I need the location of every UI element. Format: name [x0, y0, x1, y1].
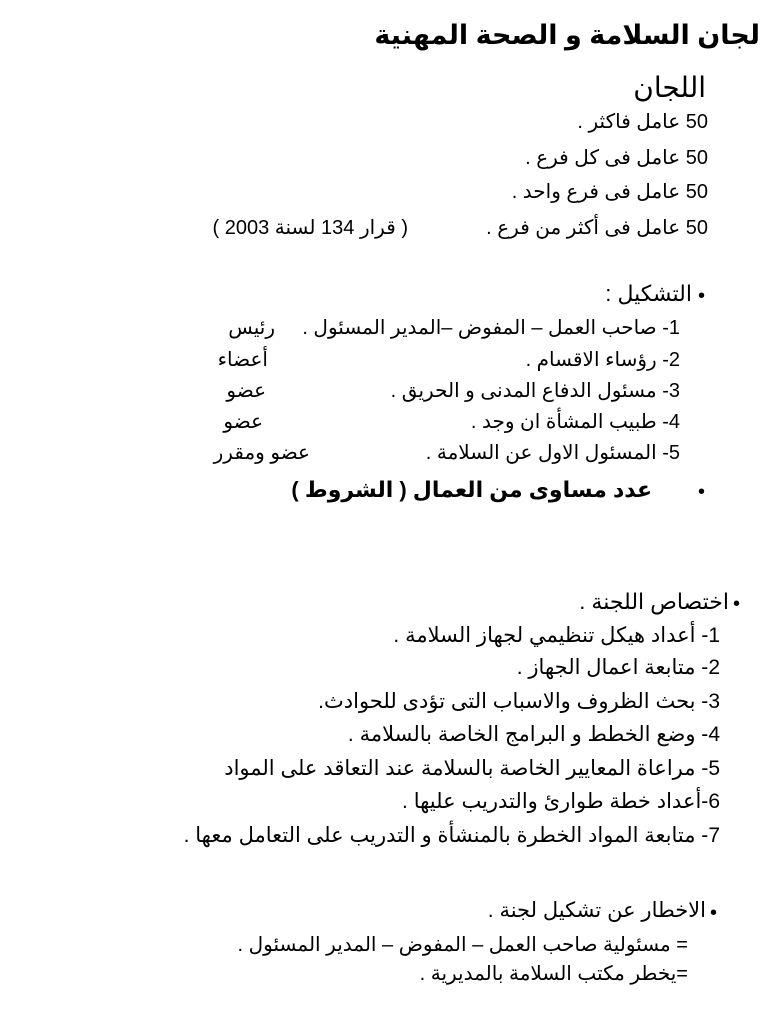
formation-item: 2- رؤساء الاقسام .: [525, 349, 680, 371]
formation-role: عضو ومقرر: [213, 442, 310, 464]
duty-item: 1- أعداد هيكل تنظيمي لجهاز السلامة .: [393, 624, 720, 647]
committee-item: 50 عامل فاكثر .: [577, 111, 708, 133]
formation-note: عدد مساوى من العمال ( الشروط ): [291, 477, 652, 502]
notification-item: =يخطر مكتب السلامة بالمديرية .: [419, 963, 688, 985]
duty-item: 5- مراعاة المعايير الخاصة بالسلامة عند التعاقد على المواد: [224, 757, 720, 780]
formation-item: 3- مسئول الدفاع المدنى و الحريق .: [390, 380, 680, 402]
committee-item: 50 عامل فى أكثر من فرع .: [486, 217, 708, 239]
duty-item: 2- متابعة اعمال الجهاز .: [516, 656, 720, 679]
duty-item: 6-أعداد خطة طوارئ والتدريب عليها .: [402, 790, 720, 813]
formation-item: 4- طبيب المشأة ان وجد .: [470, 411, 680, 433]
bullet-icon: •: [698, 285, 706, 307]
section-subtitle: اللجان: [633, 72, 706, 103]
committee-item: 50 عامل فى كل فرع .: [525, 147, 708, 169]
formation-role: رئيس: [228, 317, 275, 339]
formation-item: 5- المسئول الاول عن السلامة .: [425, 442, 680, 464]
duty-item: 3- بحث الظروف والاسباب التى تؤدى للحوادث.: [318, 690, 720, 713]
duty-item: 4- وضع الخطط و البرامج الخاصة بالسلامة .: [347, 723, 720, 746]
page-title: لجان السلامة و الصحة المهنية: [374, 20, 760, 50]
formation-role: عضو: [223, 411, 263, 433]
formation-item: 1- صاحب العمل – المفوض –المدير المسئول .: [302, 317, 680, 339]
notification-heading: الاخطار عن تشكيل لجنة .: [487, 899, 706, 922]
duty-item: 7- متابعة المواد الخطرة بالمنشأة و التدريب على التعامل معها .: [183, 824, 720, 847]
notification-item: = مسئولية صاحب العمل – المفوض – المدير المسئول .: [237, 934, 688, 956]
decree-reference: ( قرار 134 لسنة 2003 ): [212, 217, 408, 239]
duties-heading: اختصاص اللجنة .: [579, 589, 729, 614]
formation-heading: التشكيل :: [605, 281, 692, 306]
bullet-icon: •: [698, 481, 706, 503]
bullet-icon: •: [733, 593, 741, 615]
committee-item: 50 عامل فى فرع واحد .: [511, 181, 708, 203]
formation-role: عضو: [226, 380, 266, 402]
bullet-icon: •: [710, 902, 718, 924]
formation-role: أعضاء: [217, 349, 268, 371]
